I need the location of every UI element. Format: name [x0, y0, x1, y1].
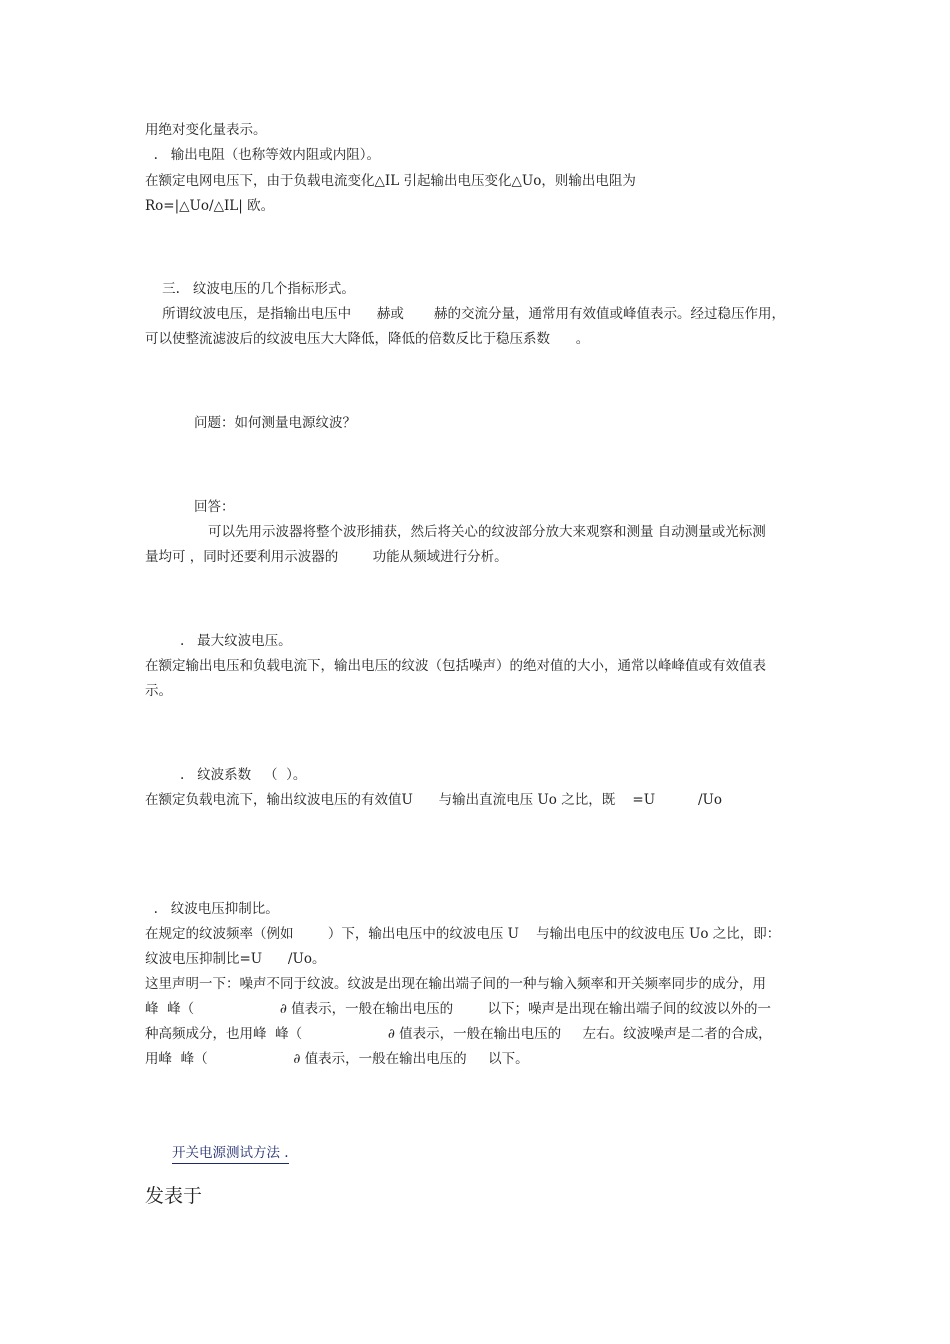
- section-heading-ripple-coefficient: . 纹波系数 （ ）。: [180, 767, 307, 783]
- text-line: 在额定电网电压下，由于负载电流变化△IL 引起输出电压变化△Uo，则输出电阻为: [145, 173, 636, 189]
- text-line: 在额定负载电流下，输出纹波电压的有效值U 与输出直流电压 Uo 之比，既 =U /Uo: [145, 792, 723, 808]
- section-heading-ripple-rejection: . 纹波电压抑制比。: [145, 901, 279, 917]
- answer-text-line: 可以先用示波器将整个波形捕获，然后将关心的纹波部分放大来观察和测量 自动测量或光标测: [208, 524, 766, 540]
- answer-label: 回答：: [194, 499, 235, 515]
- text-line: 在规定的纹波频率（例如 ）下，输出电压中的纹波电压 U 与输出电压中的纹波电压 Uo 之比，即：: [145, 926, 781, 942]
- formula-line: Ro=|△Uo/△IL| 欧。: [145, 198, 275, 214]
- section-heading-max-ripple: . 最大纹波电压。: [180, 633, 292, 649]
- text-line: 用绝对变化量表示。: [145, 122, 267, 138]
- published-label: 发表于: [145, 1185, 203, 1207]
- text-line: 可以使整流滤波后的纹波电压大大降低，降低的倍数反比于稳压系数 。: [145, 331, 590, 347]
- answer-text-line: 量均可 ，同时还要利用示波器的 功能从频域进行分析。: [145, 549, 508, 565]
- text-line: 用峰 峰（ ∂ 值表示，一般在输出电压的 以下。: [145, 1051, 529, 1067]
- text-line: 在额定输出电压和负载电流下，输出电压的纹波（包括噪声）的绝对值的大小，通常以峰峰值或有效值表: [145, 658, 766, 674]
- text-line: 所谓纹波电压，是指输出电压中 赫或 赫的交流分量，通常用有效值或峰值表示。经过稳压作用，: [145, 306, 785, 322]
- switching-power-test-link[interactable]: 开关电源测试方法 .: [172, 1144, 289, 1164]
- text-line: 峰 峰（ ∂ 值表示，一般在输出电压的 以下；噪声是出现在输出端子间的纹波以外的一: [145, 1001, 772, 1017]
- text-line: 种高频成分，也用峰 峰（ ∂ 值表示，一般在输出电压的 左右。纹波噪声是二者的合成，: [145, 1026, 772, 1042]
- text-line: 纹波电压抑制比=U /Uo。: [145, 951, 326, 967]
- section-heading-ripple-indicators: 三. 纹波电压的几个指标形式。: [145, 281, 355, 297]
- question-line: 问题：如何测量电源纹波？: [194, 415, 356, 431]
- text-line: 示。: [145, 683, 172, 699]
- text-line: 这里声明一下：噪声不同于纹波。纹波是出现在输出端子间的一种与输入频率和开关频率同步的成分，用: [145, 976, 766, 992]
- section-heading-output-resistance: . 输出电阻（也称等效内阻或内阻）。: [145, 147, 380, 163]
